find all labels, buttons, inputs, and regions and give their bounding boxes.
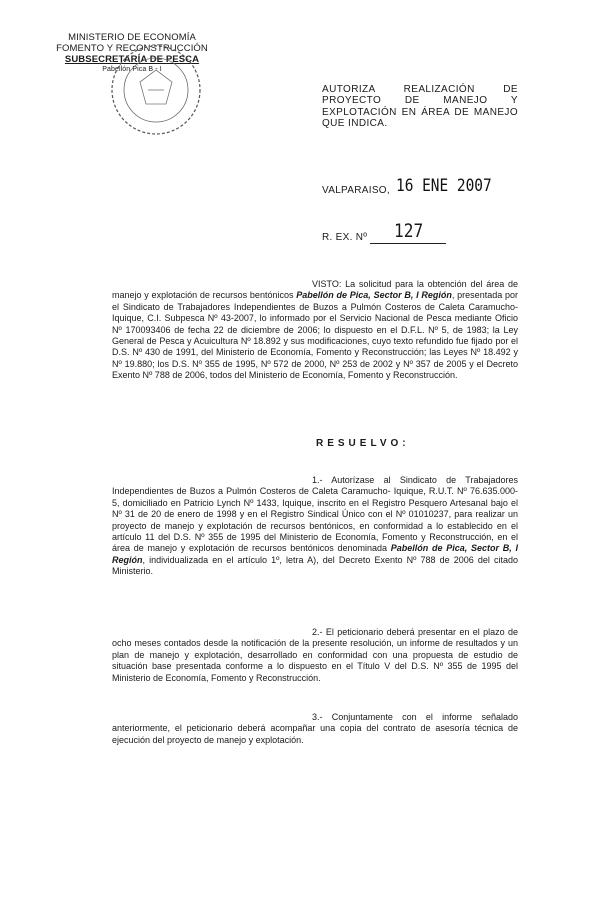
visto-area-name: Pabellón de Pica, Sector B, I Región bbox=[296, 290, 452, 301]
official-round-stamp-icon bbox=[108, 42, 204, 138]
point-1-rest: , individualizada en el artículo 1º, letra A), del Decreto Exento Nº 788 de 2006 del citado Ministerio. bbox=[112, 554, 518, 577]
letterhead-subsecretaria: SUBSECRETARÍA DE PESCA bbox=[64, 54, 200, 65]
letterhead-ministry-sub: FOMENTO Y RECONSTRUCCIÓN bbox=[56, 43, 208, 54]
visto-paragraph bbox=[112, 279, 518, 382]
place-date-row bbox=[322, 176, 522, 200]
resuelvo-heading: RESUELVO: bbox=[316, 438, 410, 449]
point-1-area-name: Pabellón de Pica, Sector B, I Región bbox=[112, 543, 518, 565]
resolution-number: 127 bbox=[394, 220, 424, 242]
point-2-paragraph: 2.- El peticionario deberá presentar en el plazo de ocho meses contados desde la notificación de la presente resolución, un informe de resultados y un plan de manejo y explotación, desarrollado en conformidad con una propuesta de estudio de situación base presentada conforme a lo dispuesto en el Título V del D.S. Nº 355 de 1995 del Ministerio de Economía, Fomento y Reconstrucción. bbox=[112, 627, 518, 683]
resolution-number-row bbox=[322, 222, 442, 246]
point-1-lead: 1.- Autorízase al Sindicato de Trabajadores Independientes de Buzos a Pulmón Costeros de Caleta Caramucho- Iquique, R.U.T. Nº 76.635.000-5, domiciliado en Patricio Lynch Nº 1433, Iquique, inscrito en el Registro Pesquero Artesanal bajo el Nº 31 de 20 de enero de 1998 y en el Registro Sindical Único con el Nº 01010237, para realizar un proyecto de manejo y explotación de recursos bentónicos, en conformidad a lo establecido en el artículo 11 del D.S. Nº 355 de 1995 del Ministerio de Economía, Fomento y Reconstrucción, en el área de manejo y explotación de recursos bentónicos denominada bbox=[112, 475, 518, 554]
visto-rest: , presentada por el Sindicato de Trabajadores Independientes de Buzos a Pulmón Costeros de Caleta Caramucho- Iquique, C.I. Subpesca Nº 43-2007, lo informado por el Servicio Nacional de Pesca mediante Oficio Nº 170093406 de fecha 22 de diciembre de 2006; lo dispuesto en el D.F.L. Nº 5, de 1983; la Ley General de Pesca y Acuicultura Nº 18.892 y sus modificaciones, cuyo texto refundido fue fijado por el D.S. Nº 430 de 1991, del Ministerio de Economía, Fomento y Reconstrucción; las Leyes Nº 18.492 y Nº 19.880; los D.S. Nº 355 de 1995, Nº 572 de 2000, Nº 253 de 2002 y Nº 357 de 2005 y el Decreto Exento Nº 788 de 2006, todos del Ministerio de Economía, Fomento y Reconstrucción. bbox=[112, 290, 518, 381]
resolution-subject: AUTORIZA REALIZACIÓN DE PROYECTO DE MANEJO Y EXPLOTACIÓN EN ÁREA DE MANEJO QUE INDICA. bbox=[322, 84, 518, 130]
visto-lead: VISTO: La solicitud para la obtención del área de manejo y explotación de recursos bentónicos bbox=[112, 279, 518, 301]
point-1-paragraph bbox=[112, 475, 518, 578]
letterhead-area-note: Pabellón Pica B - I bbox=[102, 66, 162, 73]
point-3-paragraph: 3.- Conjuntamente con el informe señalado anteriormente, el peticionario deberá acompañar una copia del contrato de asesoría técnica de ejecución del proyecto de manejo y explotación. bbox=[112, 712, 518, 745]
resolution-number-label: R. EX. Nº bbox=[322, 232, 368, 243]
letterhead-ministry: MINISTERIO DE ECONOMÍA bbox=[68, 32, 196, 43]
resolution-number-underline bbox=[370, 243, 446, 244]
resolution-date-stamp: 16 ENE 2007 bbox=[396, 176, 492, 196]
place-label: VALPARAISO, bbox=[322, 185, 390, 196]
